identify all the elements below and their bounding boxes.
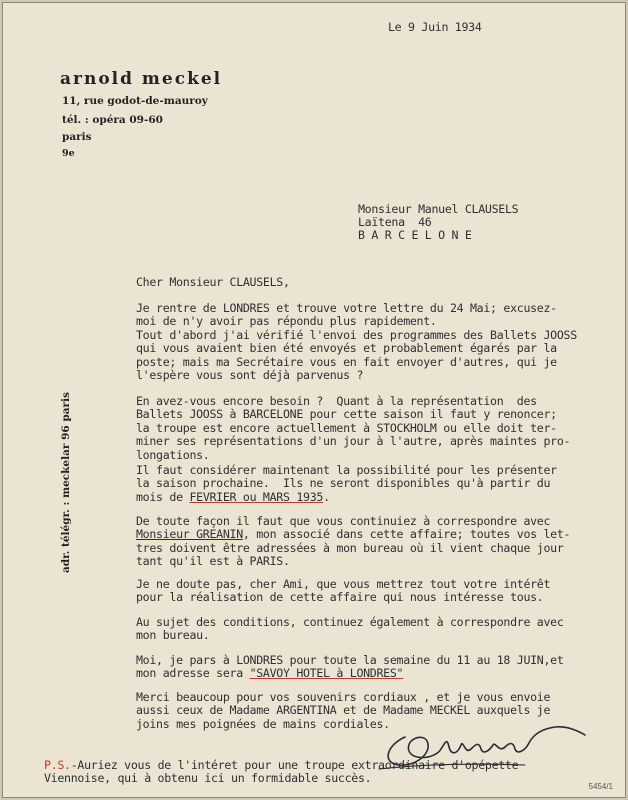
paragraph-7-text: Moi, je pars à LONDRES pour toute la semaine du 11 au 18 JUIN,et mon adresse sera <box>136 653 564 681</box>
recipient-city: B A R C E L O N E <box>358 228 472 242</box>
postscript-label: P.S. <box>44 758 71 772</box>
paragraph-4-name: Monsieur GREANIN <box>136 527 243 542</box>
paragraph-3 <box>136 464 557 504</box>
recipient-name: Monsieur Manuel CLAUSELS <box>358 202 519 216</box>
postscript <box>44 759 518 786</box>
recipient-street: Laïtena 46 <box>358 215 432 229</box>
letter-page <box>2 2 626 798</box>
telegraph-address: adr. télégr. : meckelar 96 paris <box>60 392 72 573</box>
archive-reference: 5454/1 <box>588 782 613 791</box>
letterhead-city: paris <box>62 131 92 143</box>
paragraph-6: Au sujet des conditions, continuez également à correspondre avec mon bureau. <box>136 615 564 643</box>
paragraph-7 <box>136 654 564 681</box>
paragraph-4 <box>136 515 570 569</box>
letterhead-district: 9e <box>62 148 75 159</box>
paragraph-4-end: , mon associé dans cette affaire; toutes vos let- tres doivent être adressées à mon bureau où il vient chaque jour tant qu'il est à PARIS. <box>136 527 571 569</box>
paragraph-4-text: De toute façon il faut que vous continuiez à correspondre avec <box>136 514 551 528</box>
paragraph-7-hotel: "SAVOY HOTEL à LONDRES" <box>249 666 404 681</box>
letter-date: Le 9 Juin 1934 <box>388 20 482 34</box>
letterhead-address: 11, rue godot-de-mauroy <box>62 95 208 107</box>
letterhead-name: arnold meckel <box>60 69 223 89</box>
salutation: Cher Monsieur CLAUSELS, <box>136 275 290 289</box>
paragraph-3-dates: FEVRIER ou MARS 1935 <box>189 489 324 504</box>
paragraph-8: Merci beaucoup pour vos souvenirs cordiaux , et je vous envoie aussi ceux de Madame ARGENTINA et de Madame MECKEL auxquels je joins mes poignées de mains cordiales. <box>136 690 551 731</box>
paragraph-1: Je rentre de LONDRES et trouve votre lettre du 24 Mai; excusez- moi de n'y avoir pas répondu plus rapidement. Tout d'abord j'ai vérifié l'envoi des programmes des Ballets JOOSS qui vous avaient bien été envoyés et probablement égarés par la poste; mais ma Secrétaire vous en fait envoyer d'autres, qui je l'espère vous sont déjà parvenus ? <box>136 301 577 383</box>
paragraph-2: En avez-vous encore besoin ? Quant à la représentation des Ballets JOOSS à BARCELONE pour cette saison il faut y renoncer; la troupe est encore actuellement à STOCKHOLM ou elle doit ter- miner ses représentations d'un jour à l'autre, après maintes pro- longations. <box>136 394 571 462</box>
paragraph-3-end: . <box>323 489 330 504</box>
postscript-text: -Auriez vous de l'intéret pour une troupe extraordinaire d'opépette Viennoise, qui à obtenu ici un formidable succès. <box>44 758 519 786</box>
letterhead-phone: tél. : opéra 09-60 <box>62 114 163 126</box>
paragraph-5: Je ne doute pas, cher Ami, que vous mettrez tout votre intérêt pour la réalisation de cette affaire qui nous intéresse tous. <box>136 577 551 605</box>
paragraph-3-text: Il faut considérer maintenant la possibilité pour les présenter la saison prochaine. Ils ne seront disponibles qu'à partir du mois de <box>136 463 557 504</box>
